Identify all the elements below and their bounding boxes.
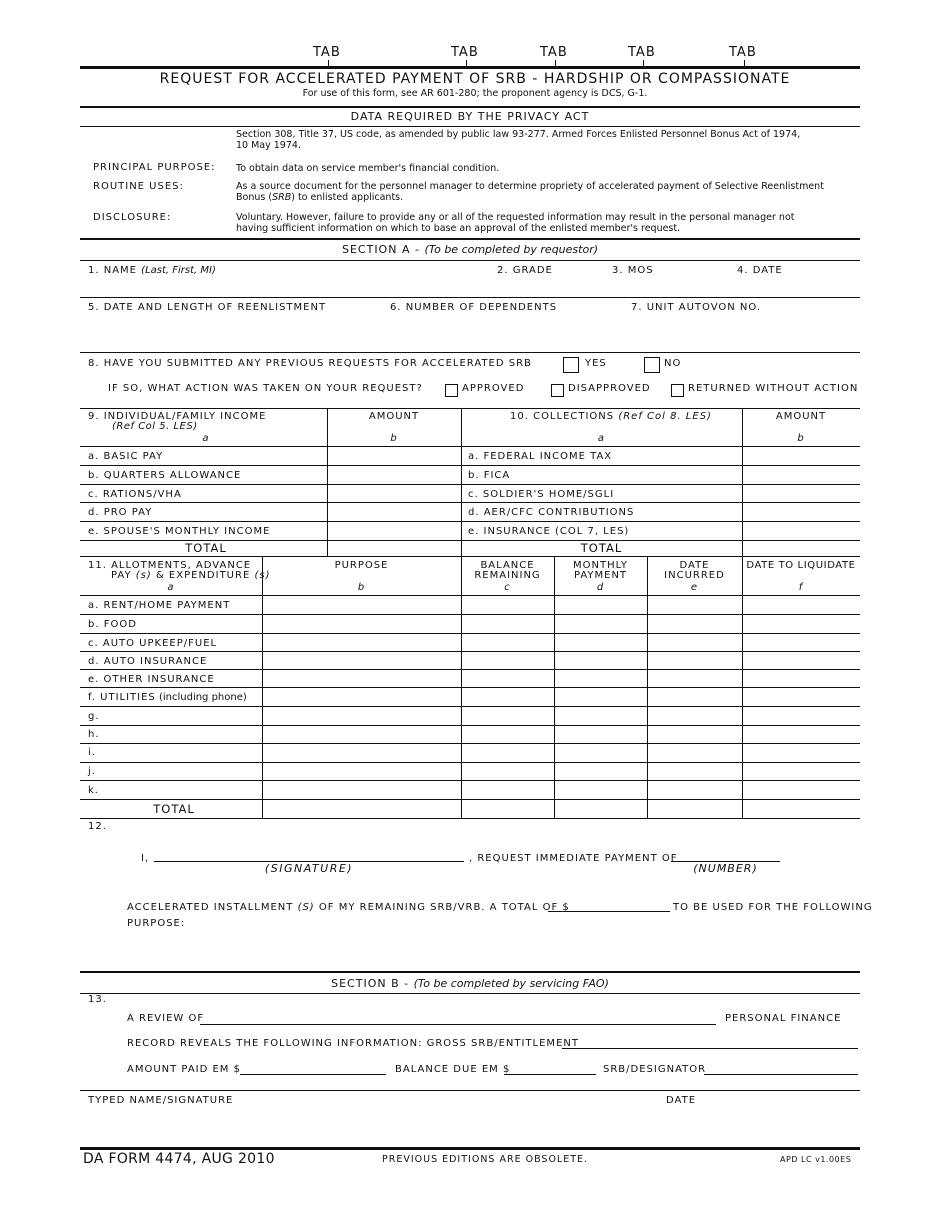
rule [80, 993, 860, 994]
rule [80, 408, 860, 409]
allotments-total: TOTAL [153, 802, 195, 816]
rule [80, 238, 860, 240]
col-letter: a [167, 582, 175, 593]
section-a-header: SECTION A - (To be completed by requestor) [341, 243, 599, 256]
obsolete-notice: PREVIOUS EDITIONS ARE OBSOLETE. [382, 1154, 589, 1165]
approved-checkbox[interactable] [445, 384, 458, 397]
rule [80, 687, 860, 688]
rule [80, 556, 860, 557]
income-row: a. BASIC PAY [88, 451, 164, 462]
balance-due-label: BALANCE DUE EM $ [395, 1064, 511, 1075]
income-row: b. QUARTERS ALLOWANCE [88, 470, 242, 481]
no-label: NO [664, 358, 682, 369]
disapproved-checkbox[interactable] [551, 384, 564, 397]
rule [80, 484, 860, 485]
version-label: APD LC v1.00ES [780, 1155, 852, 1164]
typed-name-signature-field[interactable]: TYPED NAME/SIGNATURE [88, 1095, 234, 1106]
rule [80, 502, 860, 503]
tab-marker: TAB [313, 45, 341, 60]
gross-srb-line[interactable] [562, 1048, 858, 1049]
rule [80, 818, 860, 819]
monthly-header: MONTHLY [573, 560, 628, 571]
i-label: I, [141, 853, 150, 864]
allotment-row: g. [88, 711, 100, 722]
rule [80, 651, 860, 652]
tab-marker: TAB [628, 45, 656, 60]
amount-paid-label: AMOUNT PAID EM $ [127, 1064, 241, 1075]
allotment-row: c. AUTO UPKEEP/FUEL [88, 638, 218, 649]
allotment-row: b. FOOD [88, 619, 137, 630]
rule [80, 465, 860, 466]
col-divider [742, 408, 743, 556]
col-letter: d [596, 582, 605, 593]
tab-marker: TAB [729, 45, 757, 60]
balance-header: BALANCE [480, 560, 535, 571]
rule [80, 260, 860, 261]
income-row: e. SPOUSE'S MONTHLY INCOME [88, 526, 271, 537]
col-letter: c [504, 582, 511, 593]
field-7-autovon[interactable]: 7. UNIT AUTOVON NO. [631, 302, 762, 313]
field-3-mos[interactable]: 3. MOS [612, 265, 654, 276]
principal-purpose-text: To obtain data on service member's financial condition. [236, 163, 500, 174]
date-field[interactable]: DATE [666, 1095, 697, 1106]
collections-row: c. SOLDIER'S HOME/SGLI [468, 489, 615, 500]
yes-checkbox[interactable] [563, 357, 579, 373]
rule [80, 669, 860, 670]
personal-finance-label: PERSONAL FINANCE [725, 1013, 842, 1024]
field-8-question: 8. HAVE YOU SUBMITTED ANY PREVIOUS REQUESTS FOR ACCELERATED SRB [88, 358, 532, 369]
disclosure-text: having sufficient information on which to base an approval of the enlisted member's request. [236, 223, 681, 234]
col-letter: e [690, 582, 699, 593]
col-divider [327, 408, 328, 556]
col-letter: a [202, 433, 210, 444]
srb-designator-label: SRB/DESIGNATOR [603, 1064, 707, 1075]
allotments-header: PAY (s) & EXPENDITURE (s) [111, 570, 271, 581]
income-header: 9. INDIVIDUAL/FAMILY INCOME [88, 411, 267, 422]
disapproved-label: DISAPPROVED [568, 383, 651, 394]
date-incurred-header: DATE [679, 560, 710, 571]
rule [80, 126, 860, 127]
field-1-name[interactable]: 1. NAME (Last, First, MI) [88, 265, 216, 276]
purpose-label: PURPOSE: [127, 918, 186, 929]
form-subtitle: For use of this form, see AR 601-280; the proponent agency is DCS, G-1. [302, 88, 648, 99]
col-letter: f [798, 582, 804, 593]
rule [80, 297, 860, 298]
balance-header: REMAINING [474, 570, 541, 581]
liquidate-header: DATE TO LIQUIDATE [746, 560, 856, 571]
allotment-row: e. OTHER INSURANCE [88, 674, 215, 685]
returned-checkbox[interactable] [671, 384, 684, 397]
collections-row: a. FEDERAL INCOME TAX [468, 451, 613, 462]
rule [80, 762, 860, 763]
item-13-number: 13. [88, 994, 107, 1005]
srb-designator-line[interactable] [704, 1074, 858, 1075]
disclosure-label: DISCLOSURE: [93, 212, 172, 223]
allotment-row: a. RENT/HOME PAYMENT [88, 600, 231, 611]
income-row: d. PRO PAY [88, 507, 153, 518]
allotment-row: j. [88, 766, 96, 777]
income-total: TOTAL [185, 541, 227, 555]
date-incurred-header: INCURRED [664, 570, 725, 581]
accelerated-installment-text: ACCELERATED INSTALLMENT (S) OF MY REMAINING SRB/VRB. A TOTAL OF $ [127, 902, 570, 913]
field-4-date[interactable]: 4. DATE [737, 265, 783, 276]
rule [80, 106, 860, 108]
section-b-header: SECTION B - (To be completed by servicing FAO) [331, 977, 609, 990]
privacy-header: DATA REQUIRED BY THE PRIVACY ACT [350, 110, 590, 123]
collections-row: e. INSURANCE (COL 7, LES) [468, 526, 630, 537]
income-row: c. RATIONS/VHA [88, 489, 182, 500]
rule [80, 743, 860, 744]
signature-caption: (SIGNATURE) [264, 862, 354, 875]
col-letter: b [357, 582, 366, 593]
col-divider [461, 408, 462, 556]
rule [80, 614, 860, 615]
gross-srb-label: RECORD REVEALS THE FOLLOWING INFORMATION: GROSS SRB/ENTITLEMENT [127, 1038, 579, 1049]
returned-label: RETURNED WITHOUT ACTION [688, 383, 859, 394]
collections-total: TOTAL [580, 541, 623, 555]
allotment-row: h. [88, 729, 100, 740]
allotment-row: d. AUTO INSURANCE [88, 656, 208, 667]
item-12-number: 12. [88, 821, 107, 832]
routine-uses-text: Bonus (SRB) to enlisted applicants. [236, 192, 404, 203]
rule [80, 633, 860, 634]
form-title: REQUEST FOR ACCELERATED PAYMENT OF SRB - HARDSHIP OR COMPASSIONATE [159, 71, 791, 87]
col-letter: b [797, 433, 805, 444]
allotment-row: i. [88, 747, 96, 758]
rule [80, 971, 860, 973]
request-payment-label: , REQUEST IMMEDIATE PAYMENT OF [469, 853, 678, 864]
allotment-row: k. [88, 785, 99, 796]
bottom-rule [80, 1147, 860, 1150]
yes-label: YES [585, 358, 607, 369]
used-for-text: TO BE USED FOR THE FOLLOWING [673, 902, 873, 913]
total-amount-line[interactable] [548, 911, 670, 912]
income-amount-header: AMOUNT [368, 411, 420, 422]
monthly-header: PAYMENT [573, 570, 628, 581]
field-2-grade[interactable]: 2. GRADE [497, 265, 553, 276]
collections-header: 10. COLLECTIONS (Ref Col 8. LES) [510, 411, 712, 422]
collections-amount-header: AMOUNT [775, 411, 827, 422]
col-letter: b [390, 433, 398, 444]
rule [80, 725, 860, 726]
rule [80, 352, 860, 353]
balance-due-line[interactable] [504, 1074, 596, 1075]
review-of-line[interactable] [200, 1024, 716, 1025]
rule [80, 1090, 860, 1091]
no-checkbox[interactable] [644, 357, 660, 373]
review-of-label: A REVIEW OF [127, 1013, 205, 1024]
approved-label: APPROVED [462, 383, 525, 394]
purpose-header: PURPOSE [334, 560, 389, 571]
allotments-header: 11. ALLOTMENTS, ADVANCE [88, 560, 252, 571]
routine-uses-label: ROUTINE USES: [93, 181, 184, 192]
disclosure-text: Voluntary. However, failure to provide any or all of the requested information may result in the personal manager not [236, 212, 795, 223]
top-rule [80, 66, 860, 69]
rule [80, 595, 860, 596]
tab-marker: TAB [540, 45, 568, 60]
principal-purpose-label: PRINCIPAL PURPOSE: [93, 162, 216, 173]
amount-paid-line[interactable] [240, 1074, 386, 1075]
rule [80, 446, 860, 447]
form-number: DA FORM 4474, AUG 2010 [83, 1151, 275, 1167]
collections-row: d. AER/CFC CONTRIBUTIONS [468, 507, 635, 518]
action-question: IF SO, WHAT ACTION WAS TAKEN ON YOUR REQUEST? [108, 383, 423, 394]
col-letter: a [597, 433, 606, 444]
tab-marker: TAB [451, 45, 479, 60]
collections-row: b. FICA [468, 470, 511, 481]
rule [80, 706, 860, 707]
rule [80, 780, 860, 781]
rule [80, 521, 860, 522]
authority-text: 10 May 1974. [236, 140, 301, 151]
allotment-row: f. UTILITIES (including phone) [88, 692, 247, 703]
rule [80, 799, 860, 800]
field-5-reenlistment[interactable]: 5. DATE AND LENGTH OF REENLISTMENT [88, 302, 327, 313]
income-header-note: (Ref Col 5. LES) [112, 421, 198, 432]
field-6-dependents[interactable]: 6. NUMBER OF DEPENDENTS [390, 302, 558, 313]
authority-text: Section 308, Title 37, US code, as amended by public law 93-277. Armed Forces Enlisted Personnel Bonus Act of 1974, [236, 129, 801, 140]
number-caption: (NUMBER) [693, 862, 758, 875]
routine-uses-text: As a source document for the personnel manager to determine propriety of accelerated payment of Selective Reenlistment [236, 181, 824, 192]
